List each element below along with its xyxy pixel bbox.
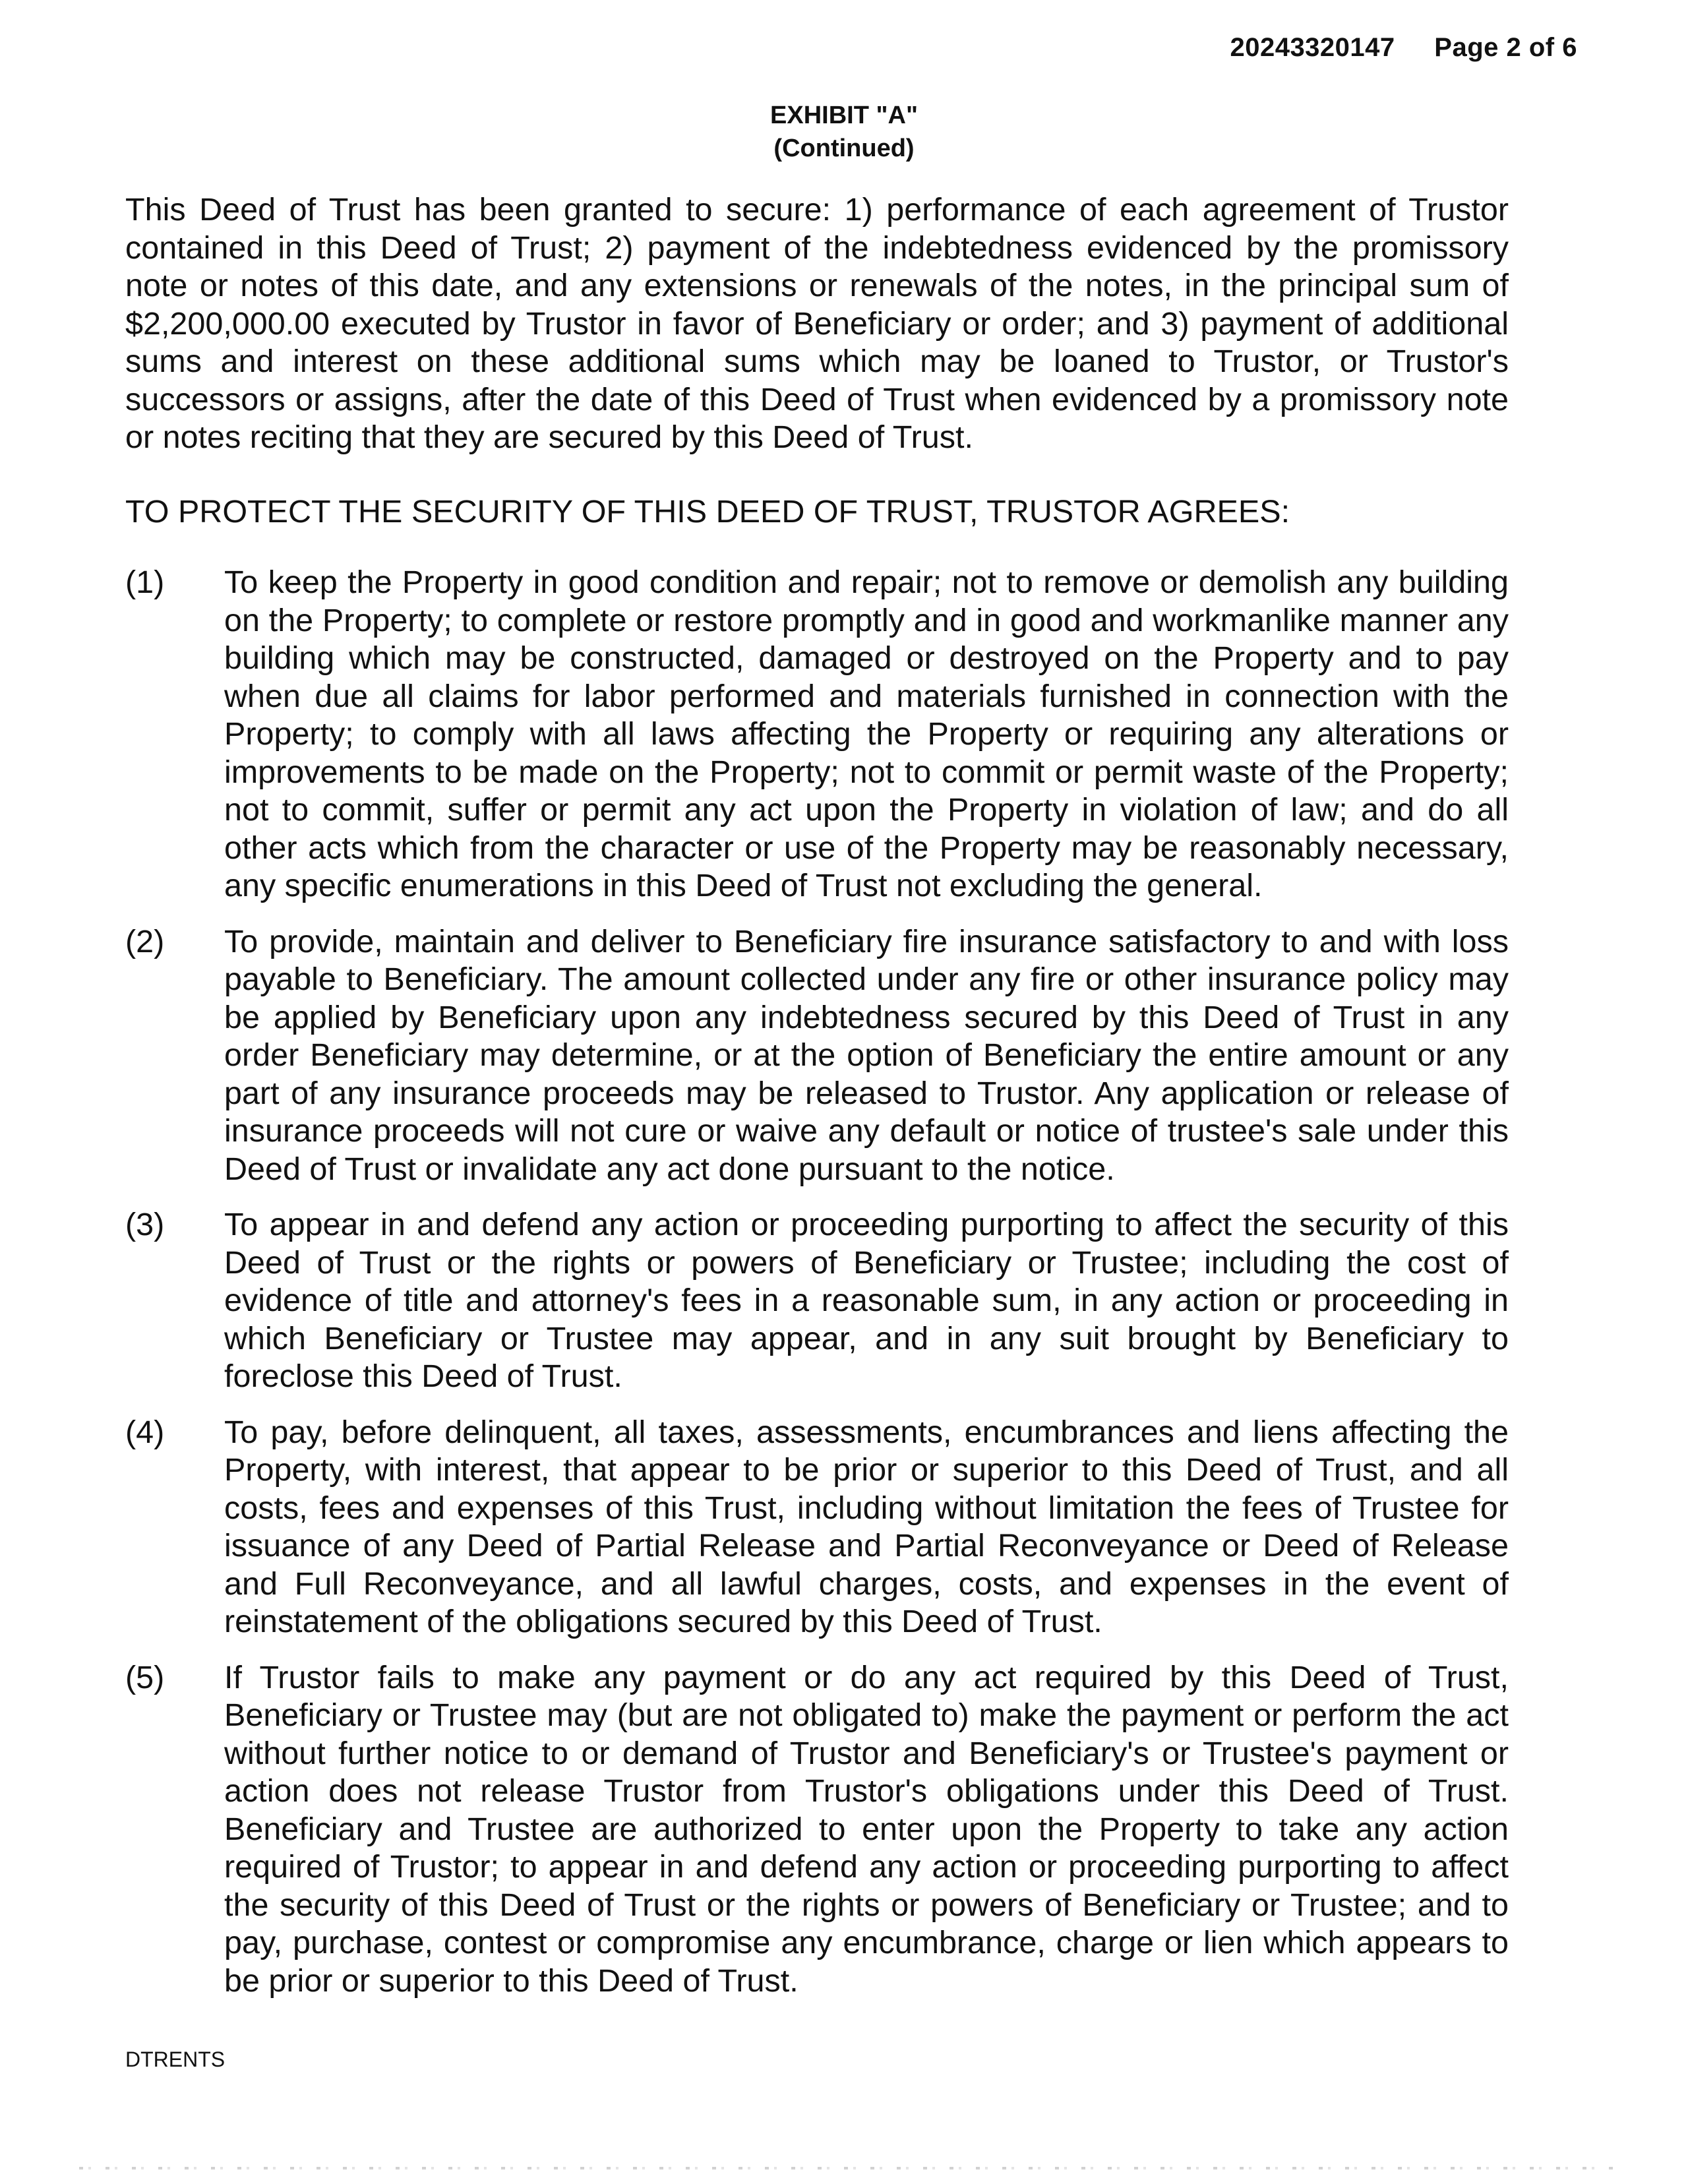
covenant-item-2 <box>125 923 1509 1189</box>
exhibit-subtitle: (Continued) <box>773 135 915 162</box>
covenant-text: To pay, before delinquent, all taxes, assessments, encumbrances and liens affecting the Property, with interest, that appear to be prior or superior to this Deed of Trust, and all costs, fees and expenses of this Trust, including without limitation the fees of Trustee for issuance of any Deed of Partial Release and Partial Reconveyance or Deed of Release and Full Reconveyance, and all lawful charges, costs, and expenses in the event of reinstatement of the obligations secured by this Deed of Trust. <box>224 1414 1509 1639</box>
covenant-number: (4) <box>125 1414 165 1450</box>
intro-paragraph: This Deed of Trust has been granted to secure: 1) performance of each agreement of Trustor contained in this Deed of Trust; 2) payment of the indebtedness evidenced by the promissory note or notes of this date, and any extensions or renewals of the notes, in the principal sum of $2,200,000.00 executed by Trustor in favor of Beneficiary or order; and 3) payment of additional sums and interest on these additional sums which may be loaned to Trustor, or Trustor's successors or assigns, after the date of this Deed of Trust when evidenced by a promissory note or notes reciting that they are secured by this Deed of Trust. <box>125 192 1509 455</box>
covenant-number: (1) <box>125 564 165 600</box>
covenant-number: (3) <box>125 1207 165 1242</box>
exhibit-title: EXHIBIT "A" <box>770 102 918 129</box>
covenant-item-5 <box>125 1659 1509 2001</box>
page-header-reference <box>1230 33 1577 63</box>
covenant-list <box>125 564 1509 2018</box>
covenant-text: To provide, maintain and deliver to Beneficiary fire insurance satisfactory to and with loss payable to Beneficiary. The amount collected under any fire or other insurance policy may be applied by Beneficiary upon any indebtedness secured by this Deed of Trust in any order Beneficiary may determine, or at the option of Beneficiary the entire amount or any part of any insurance proceeds may be released to Trustor. Any application or release of insurance proceeds will not cure or waive any default or notice of trustee's sale under this Deed of Trust or invalidate any act done pursuant to the notice. <box>224 923 1509 1187</box>
covenant-item-1 <box>125 564 1509 905</box>
covenant-text: To keep the Property in good condition and repair; not to remove or demolish any building on the Property; to complete or restore promptly and in good and workmanlike manner any building which may be constructed, damaged or destroyed on the Property and to pay when due all claims for labor performed and materials furnished in connection with the Property; to comply with all laws affecting the Property or requiring any alterations or improvements to be made on the Property; not to commit or permit waste of the Property; not to commit, suffer or permit any act upon the Property in violation of law; and do all other acts which from the character or use of the Property may be reasonably necessary, any specific enumerations in this Deed of Trust not excluding the general. <box>224 564 1509 903</box>
covenant-text: To appear in and defend any action or proceeding purporting to affect the security of this Deed of Trust or the rights or powers of Beneficiary or Trustee; including the cost of evidence of title and attorney's fees in a reasonable sum, in any action or proceeding in which Beneficiary or Trustee may appear, and in any suit brought by Beneficiary to foreclose this Deed of Trust. <box>224 1207 1509 1394</box>
document-number: 20243320147 <box>1230 33 1395 62</box>
covenant-text: If Trustor fails to make any payment or do any act required by this Deed of Trust, Beneficiary or Trustee may (but are not obligated to) make the payment or perform the act without further notice to or demand of Trustor and Beneficiary's or Trustee's payment or action does not release Trustor from Trustor's obligations under this Deed of Trust. Beneficiary and Trustee are authorized to enter upon the Property to take any action required of Trustor; to appear in and defend any action or proceeding purporting to affect the security of this Deed of Trust or the rights or powers of Beneficiary or Trustee; and to pay, purchase, contest or compromise any encumbrance, charge or lien which appears to be prior or superior to this Deed of Trust. <box>224 1659 1509 1999</box>
protect-heading: TO PROTECT THE SECURITY OF THIS DEED OF TRUST, TRUSTOR AGREES: <box>125 494 1290 530</box>
covenant-number: (2) <box>125 923 165 959</box>
page-number-label: Page 2 of 6 <box>1434 33 1577 62</box>
covenant-number: (5) <box>125 1659 165 1695</box>
covenant-item-4 <box>125 1414 1509 1641</box>
form-code: DTRENTS <box>125 2048 226 2071</box>
scan-artifact-line <box>79 2167 1615 2169</box>
covenant-item-3 <box>125 1206 1509 1396</box>
exhibit-heading <box>0 99 1688 165</box>
